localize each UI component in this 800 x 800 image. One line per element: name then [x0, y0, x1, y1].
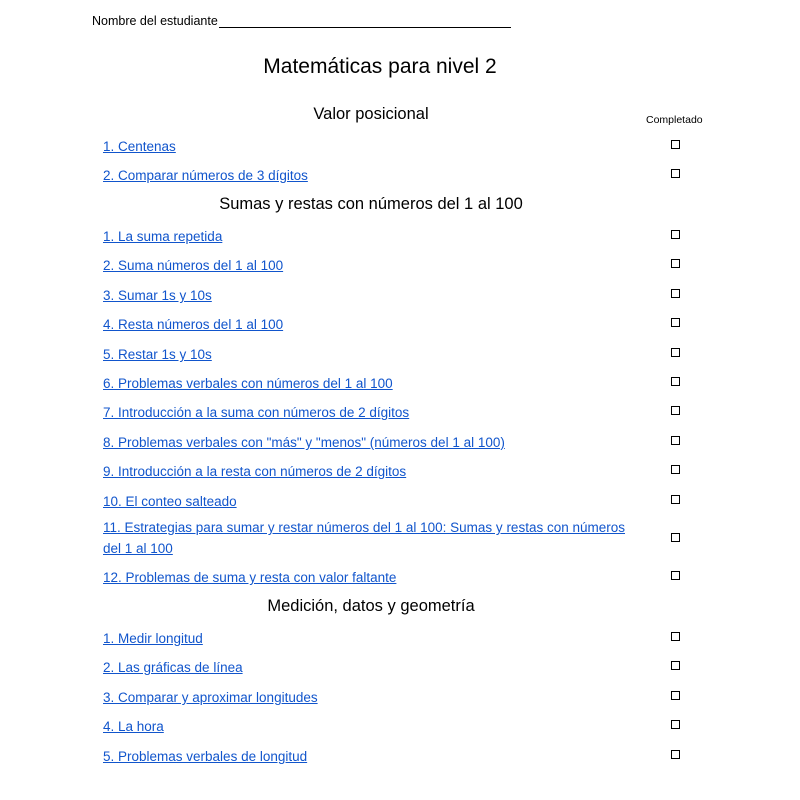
lesson-link[interactable]: 2. Suma números del 1 al 100	[103, 258, 284, 273]
student-name-field	[92, 14, 511, 28]
completed-checkbox[interactable]	[671, 571, 680, 580]
lesson-link[interactable]: 1. Medir longitud	[103, 631, 203, 646]
list-item	[103, 432, 633, 453]
completed-checkbox[interactable]	[671, 632, 680, 641]
lesson-link[interactable]: 4. Resta números del 1 al 100	[103, 317, 284, 332]
list-item	[103, 657, 633, 678]
lesson-link[interactable]: 10. El conteo salteado	[103, 494, 237, 509]
completed-checkbox[interactable]	[671, 169, 680, 178]
list-item	[103, 373, 633, 394]
student-name-label: Nombre del estudiante	[92, 14, 218, 28]
lesson-link[interactable]: 5. Restar 1s y 10s	[103, 347, 212, 362]
lesson-link[interactable]: 2. Las gráficas de línea	[103, 660, 243, 675]
list-item	[103, 517, 633, 559]
completed-checkbox[interactable]	[671, 230, 680, 239]
section-heading-place-value: Valor posicional	[313, 105, 429, 123]
lesson-link[interactable]: 1. La suma repetida	[103, 229, 223, 244]
completed-checkbox[interactable]	[671, 259, 680, 268]
list-item	[103, 491, 633, 512]
lesson-link[interactable]: 2. Comparar números de 3 dígitos	[103, 168, 308, 183]
completed-checkbox[interactable]	[671, 465, 680, 474]
list-item	[103, 402, 633, 423]
completed-checkbox[interactable]	[671, 289, 680, 298]
list-item	[103, 461, 633, 482]
completed-checkbox[interactable]	[671, 406, 680, 415]
list-item	[103, 628, 633, 649]
list-item	[103, 136, 633, 157]
lesson-link[interactable]: 3. Sumar 1s y 10s	[103, 288, 212, 303]
page-title: Matemáticas para nivel 2	[263, 55, 497, 78]
completed-column-header: Completado	[646, 114, 703, 126]
completed-checkbox[interactable]	[671, 377, 680, 386]
list-item	[103, 344, 633, 365]
completed-checkbox[interactable]	[671, 533, 680, 542]
section-heading-add-subtract: Sumas y restas con números del 1 al 100	[219, 195, 523, 213]
lesson-link[interactable]: 5. Problemas verbales de longitud	[103, 749, 308, 764]
list-item	[103, 687, 633, 708]
lesson-link[interactable]: 9. Introducción a la resta con números de 2 dígitos	[103, 464, 407, 479]
section-heading-measurement: Medición, datos y geometría	[267, 597, 475, 615]
list-item	[103, 314, 633, 335]
list-item	[103, 165, 633, 186]
lesson-link[interactable]: 4. La hora	[103, 719, 164, 734]
completed-checkbox[interactable]	[671, 691, 680, 700]
completed-checkbox[interactable]	[671, 720, 680, 729]
completed-checkbox[interactable]	[671, 436, 680, 445]
lesson-link[interactable]: 1. Centenas	[103, 139, 176, 154]
student-name-blank-line	[219, 15, 511, 28]
list-item	[103, 285, 633, 306]
lesson-link[interactable]: 6. Problemas verbales con números del 1 al 100	[103, 376, 393, 391]
lesson-link[interactable]: 8. Problemas verbales con "más" y "menos" (números del 1 al 100)	[103, 435, 505, 450]
list-item	[103, 746, 633, 767]
completed-checkbox[interactable]	[671, 495, 680, 504]
lesson-link[interactable]: 3. Comparar y aproximar longitudes	[103, 690, 318, 705]
lesson-link[interactable]: 12. Problemas de suma y resta con valor faltante	[103, 570, 397, 585]
completed-checkbox[interactable]	[671, 750, 680, 759]
completed-checkbox[interactable]	[671, 661, 680, 670]
list-item	[103, 567, 633, 588]
completed-checkbox[interactable]	[671, 318, 680, 327]
lesson-link[interactable]: 11. Estrategias para sumar y restar números del 1 al 100: Sumas y restas con números del 1 al 100	[103, 520, 625, 556]
completed-checkbox[interactable]	[671, 140, 680, 149]
list-item	[103, 255, 633, 276]
list-item	[103, 226, 633, 247]
list-item	[103, 716, 633, 737]
lesson-link[interactable]: 7. Introducción a la suma con números de 2 dígitos	[103, 405, 410, 420]
completed-checkbox[interactable]	[671, 348, 680, 357]
